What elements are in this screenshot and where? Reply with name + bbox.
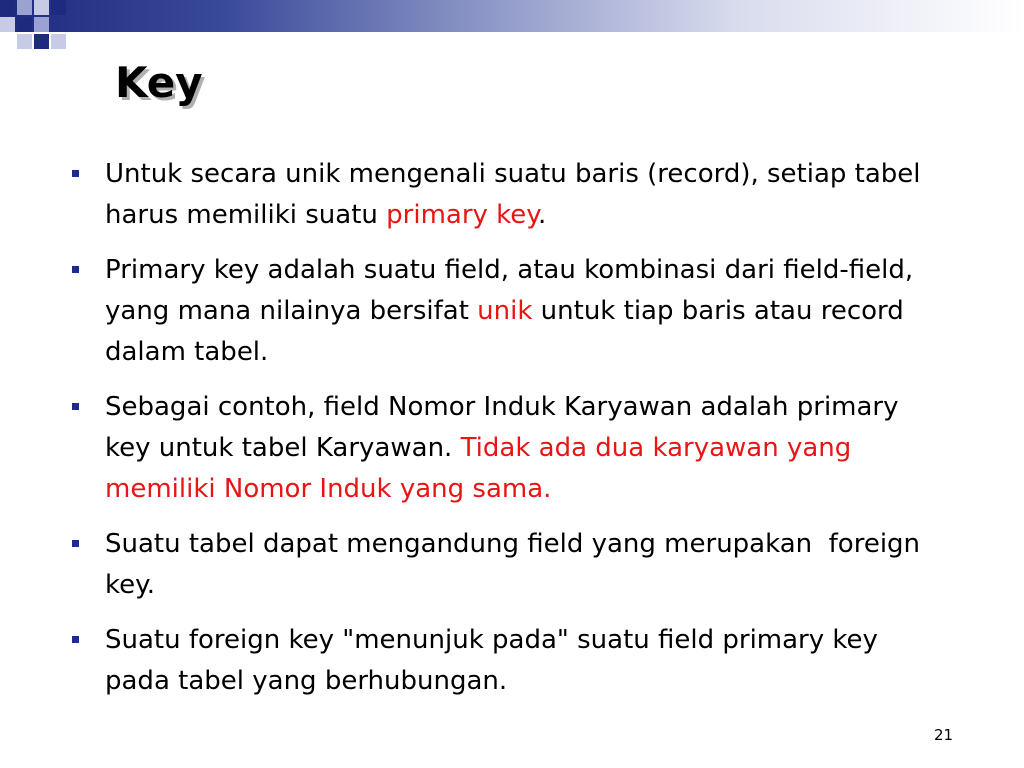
deco-square: [17, 0, 32, 15]
deco-square: [0, 17, 15, 32]
bullet-text: [105, 620, 950, 702]
text-segment: Sebagai contoh, field Nomor Induk Karyawan adalah primary key untuk tabel Karyawan.: [105, 392, 907, 463]
bullet-item: [70, 250, 950, 373]
bullet-item: [70, 387, 950, 510]
bullet-item: [70, 524, 950, 606]
bullet-square-icon: [72, 636, 79, 643]
bullet-text: [105, 154, 950, 236]
bullet-text: [105, 524, 950, 606]
highlight-text: Tidak ada dua karyawan yang memiliki Nomor Induk yang sama.: [105, 433, 860, 504]
deco-square: [34, 0, 49, 15]
text-segment: untuk tiap baris atau record dalam tabel.: [105, 296, 913, 367]
text-segment: Suatu foreign key "menunjuk pada" suatu field primary key pada tabel yang berhubungan.: [105, 625, 887, 696]
deco-square: [51, 0, 66, 15]
header-band: [0, 0, 1024, 32]
deco-square: [0, 0, 15, 15]
deco-square: [34, 34, 49, 49]
bullet-text: [105, 387, 950, 510]
bullet-item: [70, 620, 950, 702]
deco-square: [17, 34, 32, 49]
bullet-text: [105, 250, 950, 373]
deco-square: [17, 17, 32, 32]
text-segment: Suatu tabel dapat mengandung field yang merupakan foreign key.: [105, 529, 929, 600]
page-number: 21: [934, 726, 954, 744]
deco-square: [34, 17, 49, 32]
bullet-item: [70, 154, 950, 236]
highlight-text: primary key: [386, 200, 538, 230]
highlight-text: unik: [477, 296, 533, 326]
deco-square: [51, 34, 66, 49]
bullet-list: [70, 154, 950, 716]
text-segment: .: [537, 200, 547, 230]
slide-title: Key: [115, 58, 203, 107]
bullet-square-icon: [72, 540, 79, 547]
text-segment: Untuk secara unik mengenali suatu baris (record), setiap tabel harus memiliki suatu: [105, 159, 929, 230]
bullet-square-icon: [72, 403, 79, 410]
bullet-square-icon: [72, 266, 79, 273]
text-segment: Primary key adalah suatu field, atau kombinasi dari field-field, yang mana nilainya bersifat: [105, 255, 922, 326]
bullet-square-icon: [72, 170, 79, 177]
